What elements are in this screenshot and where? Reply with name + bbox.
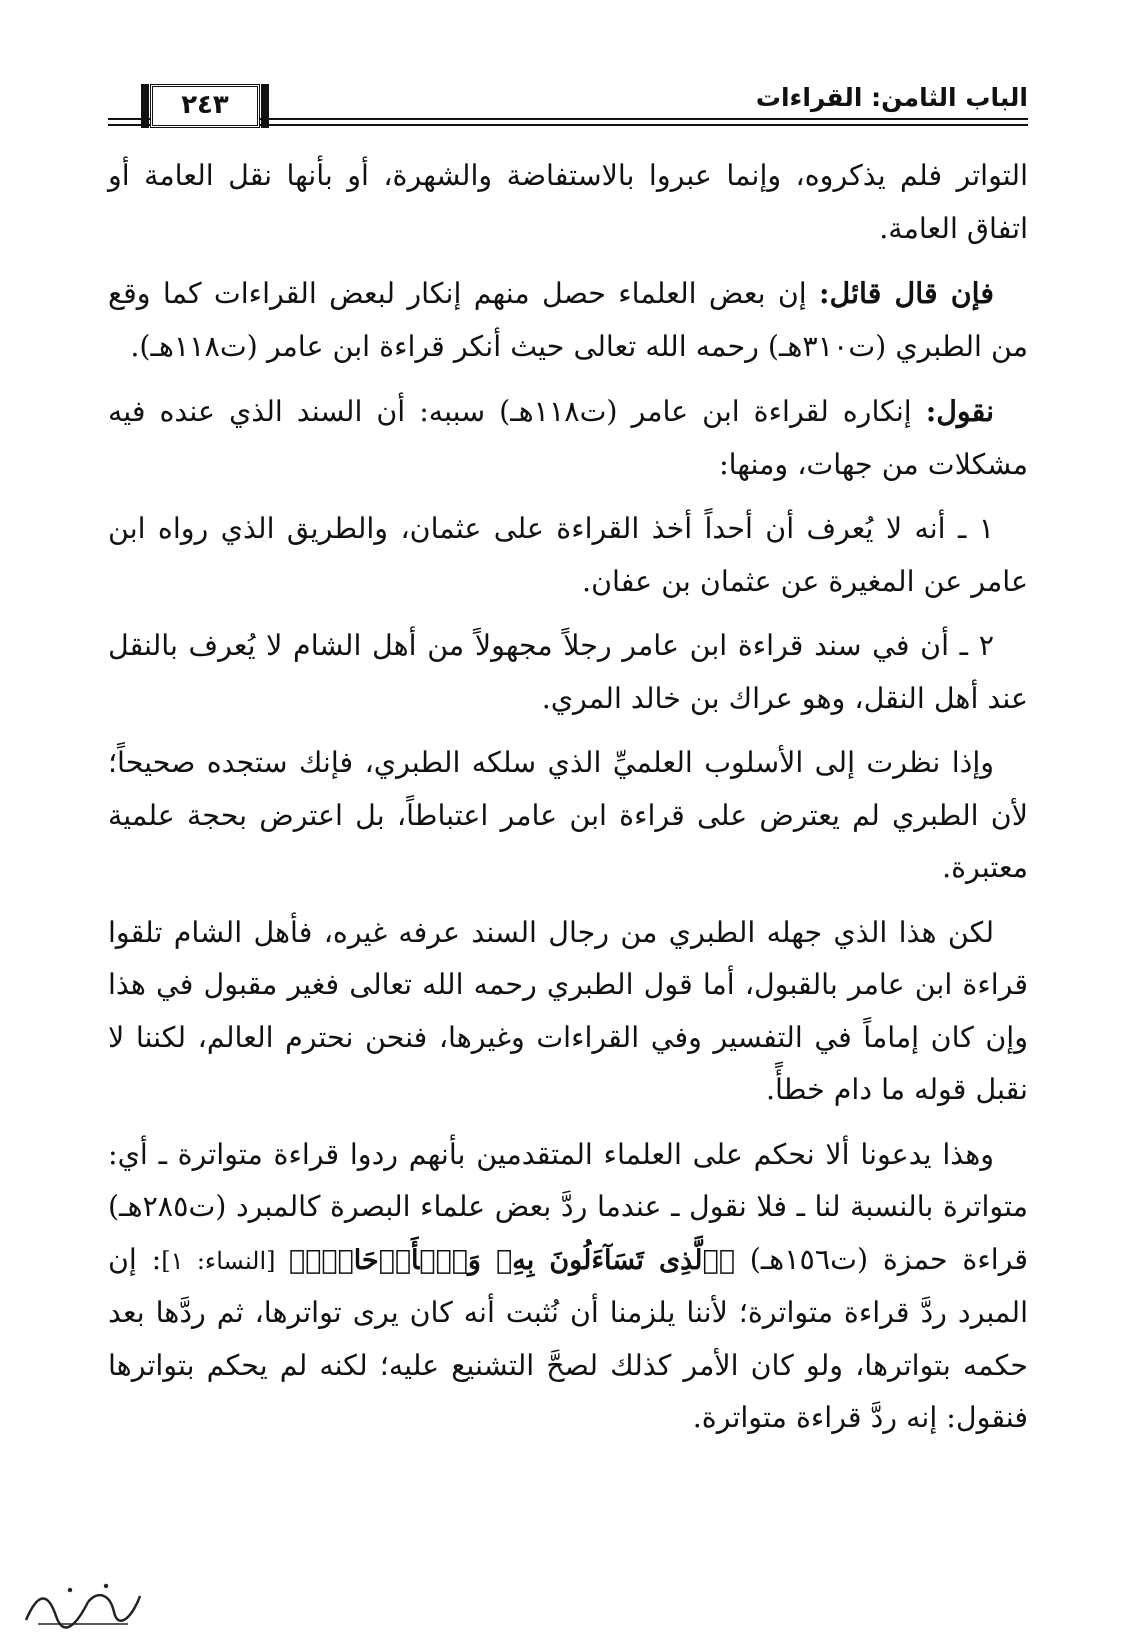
paragraph-8 [108, 1129, 1028, 1445]
page-number: ٢٤٣ [150, 84, 260, 128]
page-body [108, 150, 1028, 1457]
paragraph-2 [108, 267, 1028, 373]
paragraph-6 [108, 737, 1028, 895]
logo-calligraphy-stroke-2 [88, 1595, 140, 1621]
chapter-title: الباب الثامن: القراءات [755, 83, 1028, 112]
verse-reference: [النساء: ١] [161, 1246, 289, 1275]
paragraph-8-text-a: وهذا يدعونا ألا نحكم على العلماء المتقدمين بأنهم ردوا قراءة متواترة ـ أي: متواترة بالنسبة لنا ـ فلا نقول ـ عندما ردَّ بعض علماء البصرة كالمبرد (ت٢٨٥هـ) قراءة حمزة (ت١٥٦هـ) [108, 1137, 1029, 1276]
paragraph-3 [108, 385, 1028, 491]
quran-verse: ﴿ٱلَّذِى تَسَآءَلُونَ بِهِۦ وَٱلۡأَرۡحَامَۚ﴾ [288, 1244, 735, 1276]
paragraph-1 [108, 150, 1028, 255]
paragraph-8-text-b: : إن المبرد ردَّ قراءة متواترة؛ لأننا يلزمنا أن نُثبت أنه كان يرى تواترها، ثم ردَّها بعد حكمه بتواترها، ولو كان الأمر كذلك لصحَّ التشنيع عليه؛ لكنه لم يحكم بتواترها فنقول: إنه ردَّ قراءة متواترة. [108, 1242, 1028, 1434]
paragraph-6-text: وإذا نظرت إلى الأسلوب العلميِّ الذي سلكه الطبري، فإنك ستجده صحيحاً؛ لأن الطبري لم يعترض على قراءة ابن عامر اعتباطاً، بل اعترض بحجة علمية معتبرة. [108, 746, 1028, 884]
paragraph-3-text: إنكاره لقراءة ابن عامر (ت١١٨هـ) سببه: أن السند الذي عنده فيه مشكلات من جهات، ومنها: [108, 395, 1028, 481]
paragraph-5 [108, 620, 1028, 725]
paragraph-1-text: التواتر فلم يذكروه، وإنما عبروا بالاستفاضة والشهرة، أو بأنها نقل العامة أو اتفاق العامة. [108, 159, 1028, 245]
paragraph-2-text: إن بعض العلماء حصل منهم إنكار لبعض القراءات كما وقع من الطبري (ت٣١٠هـ) رحمه الله تعالى حيث أنكر قراءة ابن عامر (ت١١٨هـ). [108, 277, 1028, 363]
paragraph-4 [108, 503, 1028, 608]
paragraph-7-text: لكن هذا الذي جهله الطبري من رجال السند عرفه غيره، فأهل الشام تلقوا قراءة ابن عامر بالقبول، أما قول الطبري رحمه الله تعالى فغير مقبول في هذا وإن كان إماماً في التفسير وفي القراءات وغيرها، فنحن نحترم العالم، لكننا لا نقبل قوله ما دام خطأً. [108, 915, 1028, 1106]
paragraph-2-lead: فإن قال قائل: [819, 276, 994, 310]
page-header [108, 82, 1028, 132]
paragraph-5-text: ٢ ـ أن في سند قراءة ابن عامر رجلاً مجهولاً من أهل الشام لا يُعرف بالنقل عند أهل النقل، وهو عراك بن خالد المري. [108, 629, 1028, 715]
logo-calligraphy-stroke-1 [26, 1598, 88, 1627]
paragraph-3-lead: نقول: [925, 394, 995, 428]
logo-dot-1 [68, 1588, 72, 1592]
publisher-logo [18, 1572, 148, 1632]
paragraph-7 [108, 907, 1028, 1117]
paragraph-4-text: ١ ـ أنه لا يُعرف أن أحداً أخذ القراءة على عثمان، والطريق الذي رواه ابن عامر عن المغيرة عن عثمان بن عفان. [108, 512, 1028, 598]
logo-dot-2 [104, 1584, 108, 1588]
